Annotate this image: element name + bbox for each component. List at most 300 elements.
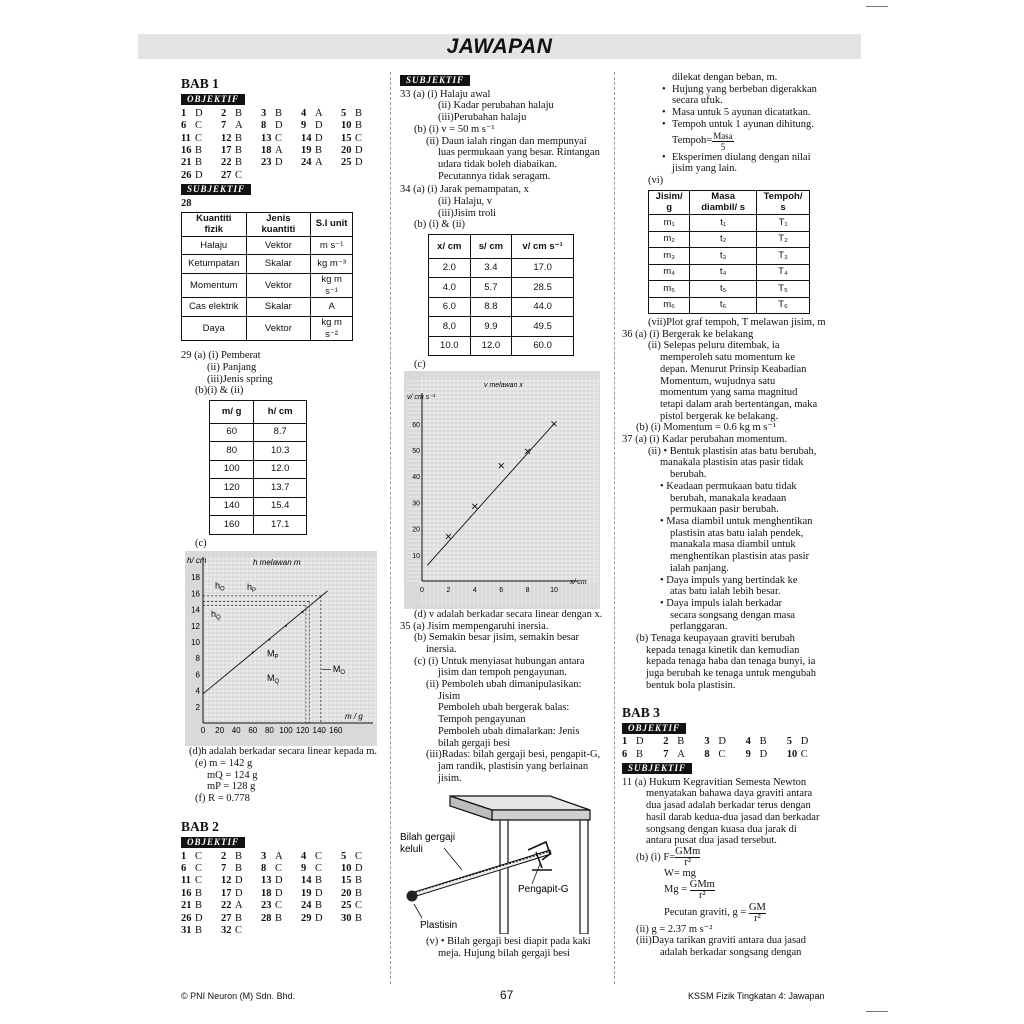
x-tick-label: 4 xyxy=(472,586,477,594)
pointer-line xyxy=(414,904,422,918)
answer-number: 2 xyxy=(663,736,669,748)
annotation-main: M xyxy=(267,648,275,659)
plasticine-label: Plastisin xyxy=(420,920,458,932)
answer-letter: D xyxy=(275,875,283,887)
answer-letter: D xyxy=(718,736,726,748)
table-row xyxy=(210,497,307,516)
text-line: • Eksperimen diulang dengan nilai xyxy=(672,151,811,163)
answer-letter: D xyxy=(315,132,323,144)
answer-letter: D xyxy=(759,748,768,760)
x-tick-label: 160 xyxy=(329,726,343,736)
text-line: Momentum, wujudnya satu xyxy=(660,375,776,387)
answer-item xyxy=(301,900,341,912)
table-cell: t₄ xyxy=(690,264,757,281)
text-line: (ii) Halaju, v xyxy=(438,196,492,208)
answer-item xyxy=(181,900,221,912)
table-cell: Cas elektrik xyxy=(182,298,247,317)
answer-number: 8 xyxy=(704,748,710,760)
x-axis-label: x/ cm xyxy=(570,578,587,586)
table-cell: 8.8 xyxy=(470,297,512,317)
answer-number: 22 xyxy=(221,157,232,169)
formula-text: Tempoh= xyxy=(672,135,713,147)
y-tick-label: 6 xyxy=(195,670,200,680)
text-line: (d) v adalah berkadar secara linear dengan x. xyxy=(414,608,603,620)
answer-item xyxy=(261,913,301,925)
text-line: dua jasad adalah berkadar terus dengan xyxy=(646,800,811,812)
answer-number: 6 xyxy=(181,120,187,132)
annotation-sub: P xyxy=(252,588,257,595)
table-cell: Momentum xyxy=(182,273,247,297)
answer-item xyxy=(181,888,221,900)
text-line: udara tidak boleh diabaikan. xyxy=(438,158,557,170)
answer-item xyxy=(221,900,261,912)
annotation-main: h xyxy=(215,580,221,591)
answer-item xyxy=(221,108,261,120)
answer-letter: A xyxy=(315,107,323,119)
table-cell: 120 xyxy=(210,479,254,498)
table-row xyxy=(649,297,810,314)
answer-item xyxy=(341,133,381,145)
y-tick-label: 16 xyxy=(191,589,200,599)
text-line: kepada tenaga haba dan tenaga bunyi, ia xyxy=(646,656,816,668)
answer-number: 5 xyxy=(786,736,793,748)
answer-number: 8 xyxy=(261,120,267,132)
table-cell: T₁ xyxy=(757,215,810,232)
answer-item xyxy=(301,120,341,132)
answer-letter: A xyxy=(275,144,283,156)
table-row xyxy=(649,264,810,281)
answer-number: 2 xyxy=(221,107,227,119)
annotation-main: M xyxy=(332,664,341,675)
answer-item xyxy=(622,749,663,761)
table-cell: T₄ xyxy=(757,264,810,281)
answer-number: 1 xyxy=(181,850,187,862)
table-row xyxy=(210,479,307,498)
answer-number: 14 xyxy=(301,132,312,144)
answer-item xyxy=(341,108,381,120)
answer-number: 3 xyxy=(261,107,267,119)
answer-letter: C xyxy=(195,132,203,144)
table-row xyxy=(210,423,307,442)
table-header-row xyxy=(649,190,810,214)
answer-letter: B xyxy=(355,107,363,119)
table-cell: 6.0 xyxy=(429,297,471,317)
table-header-cell: Kuantiti fizik xyxy=(182,212,247,236)
table-header-cell: v/ cm s⁻¹ xyxy=(512,235,574,259)
tempoh-formula xyxy=(622,131,828,152)
text-line: jisim yang lain. xyxy=(672,163,738,175)
subjektif-tag: SUBJEKTIF xyxy=(622,763,692,774)
text-line: dilekat dengan beban, m. xyxy=(672,72,778,83)
fraction xyxy=(712,131,734,152)
table-cell: 3.4 xyxy=(470,258,512,278)
bullet-item: • Masa untuk 5 ayunan dicatatkan. xyxy=(622,107,828,119)
text-line: memperoleh satu momentum ke xyxy=(660,352,796,364)
v-vs-x-chart xyxy=(404,371,600,609)
answer-item xyxy=(341,120,381,132)
table-cell: 44.0 xyxy=(512,297,574,317)
text-line: (iii)Radas: bilah gergaji besi, pengapit-G, xyxy=(426,749,601,761)
table-cell: 17.1 xyxy=(254,516,307,535)
text-line: (iii)Jenis spring xyxy=(207,373,273,385)
question-11 xyxy=(622,777,828,847)
text-line: (b) (i) Momentum = 0.6 kg m s⁻¹ xyxy=(636,422,777,434)
answer-letter: B xyxy=(315,144,323,156)
y-tick-label: 4 xyxy=(195,686,200,696)
answer-number: 20 xyxy=(341,144,352,156)
answer-item xyxy=(261,900,301,912)
answer-number: 23 xyxy=(261,157,272,169)
table-cell: 10.0 xyxy=(429,336,471,356)
text-line: 37 (a) (i) Kadar perubahan momentum. xyxy=(622,434,788,446)
answer-letter: D xyxy=(355,144,363,156)
text-line: bentuk bola plastisin. xyxy=(646,679,736,691)
answer-number: 29 xyxy=(301,912,312,924)
table-cell: Vektor xyxy=(246,236,311,255)
text-line: (c) xyxy=(414,359,426,371)
answer-letter: B xyxy=(195,887,203,899)
answer-grid xyxy=(181,851,381,938)
answer-number: 30 xyxy=(341,912,352,924)
table-cell: kg m s⁻¹ xyxy=(311,273,353,297)
blade-label-2: keluli xyxy=(400,844,423,856)
x-tick-label: 2 xyxy=(446,586,451,594)
answer-letter: B xyxy=(235,157,243,169)
answer-item xyxy=(663,749,704,761)
answer-number: 1 xyxy=(181,107,187,119)
table-cell: m₅ xyxy=(649,281,690,298)
answer-letter: B xyxy=(275,107,283,119)
answer-item xyxy=(704,736,745,748)
answer-letter: D xyxy=(315,887,323,899)
answer-item xyxy=(341,875,381,887)
table-cell: kg m⁻³ xyxy=(311,255,353,274)
question-37 xyxy=(622,434,828,691)
answer-number: 27 xyxy=(221,169,232,181)
answer-letter: B xyxy=(355,887,363,899)
answer-letter: C xyxy=(718,748,726,760)
answer-item xyxy=(341,900,381,912)
answer-item xyxy=(181,863,221,875)
table-cell: 160 xyxy=(210,516,254,535)
text-line: (ii) Kadar perubahan halaju xyxy=(438,100,554,112)
text-line: (b) Semakin besar jisim, semakin besar xyxy=(414,632,580,644)
answer-number: 5 xyxy=(341,107,347,119)
table-cell: 10.3 xyxy=(254,442,307,461)
y-tick-label: 20 xyxy=(412,526,420,534)
text-line: • Daya impuls ialah berkadar xyxy=(660,597,783,609)
table-cell: T₆ xyxy=(757,297,810,314)
table-row xyxy=(182,316,353,340)
text-line: atas batu ialah lebih besar. xyxy=(670,586,781,598)
table-cell: Skalar xyxy=(246,255,311,274)
answer-grid xyxy=(181,108,381,182)
answer-letter: C xyxy=(355,850,363,862)
bullet-item xyxy=(622,152,828,175)
answer-number: 25 xyxy=(341,900,352,912)
answer-item xyxy=(261,863,301,875)
answer-number: 9 xyxy=(301,120,307,132)
text-line: (c) xyxy=(195,537,207,549)
answer-number: 16 xyxy=(181,144,192,156)
answer-item xyxy=(181,913,221,925)
text-line: (iii)Daya tarikan graviti antara dua jasad xyxy=(636,935,806,947)
table-cell: t₃ xyxy=(690,248,757,265)
answer-item xyxy=(301,157,341,169)
answer-letter: B xyxy=(235,144,243,156)
numerator: Masa xyxy=(713,130,733,141)
answer-letter: C xyxy=(275,900,283,912)
answer-item xyxy=(301,875,341,887)
answer-letter: D xyxy=(195,912,203,924)
table-row xyxy=(182,298,353,317)
x-tick-label: 140 xyxy=(312,726,326,736)
table-cell: 4.0 xyxy=(429,278,471,298)
x-tick-label: 0 xyxy=(200,726,206,736)
answer-item xyxy=(181,108,221,120)
answer-item xyxy=(261,133,301,145)
answer-item xyxy=(261,888,301,900)
annotation-sub: P xyxy=(274,654,279,661)
text-line: meja. Hujung bilah gergaji besi xyxy=(438,948,570,960)
x-tick-label: 100 xyxy=(279,726,293,736)
text-line: menghentikan plastisin atas pasir xyxy=(670,551,810,563)
table-cell: 80 xyxy=(210,442,254,461)
denominator: r² xyxy=(698,889,706,901)
answer-number: 31 xyxy=(181,924,192,936)
table-cell: 100 xyxy=(210,460,254,479)
table-cell: m s⁻¹ xyxy=(311,236,353,255)
text-line: secara ufuk. xyxy=(672,95,723,107)
answer-item xyxy=(181,170,221,182)
answer-letter: B xyxy=(275,912,283,924)
text-line: perlanggaran. xyxy=(670,621,728,633)
table-cell: T₂ xyxy=(757,231,810,248)
answer-number: 19 xyxy=(301,144,312,156)
table-cell: t₅ xyxy=(690,281,757,298)
table-edge xyxy=(492,810,590,820)
table-cell: T₅ xyxy=(757,281,810,298)
answer-number: 12 xyxy=(221,132,232,144)
chapter-heading: BAB 1 xyxy=(181,76,219,91)
answer-letter: C xyxy=(195,875,203,887)
table-cell: 5.7 xyxy=(470,278,512,298)
answer-letter: D xyxy=(275,120,283,132)
answer-letter: D xyxy=(315,120,323,132)
answer-number: 4 xyxy=(745,736,751,748)
text-line: (b) (i) v = 50 m s⁻¹ xyxy=(414,123,495,135)
table-header-row xyxy=(182,212,353,236)
table-cell: m₄ xyxy=(649,264,690,281)
answer-item xyxy=(221,925,261,937)
answer-number: 26 xyxy=(181,912,192,924)
answer-number: 1 xyxy=(622,736,628,748)
answer-number: 3 xyxy=(261,850,267,862)
answer-item xyxy=(181,157,221,169)
answer-letter: C xyxy=(275,132,283,144)
answer-number: 5 xyxy=(341,850,347,862)
x-tick-label: 60 xyxy=(248,726,258,736)
annotation-main: M xyxy=(267,673,275,684)
text-line: 35 (a) Jisim mempengaruhi inersia. xyxy=(400,620,549,632)
table-cell: m₁ xyxy=(649,215,690,232)
text-line: mP = 128 g xyxy=(207,781,256,793)
x-tick-label: 0 xyxy=(420,586,424,594)
answer-item xyxy=(301,851,341,863)
answer-item xyxy=(221,170,261,182)
answer-letter: D xyxy=(800,736,809,748)
answer-letter: C xyxy=(315,862,323,874)
answer-number: 11 xyxy=(181,132,191,144)
blade-label: Bilah gergaji xyxy=(400,832,456,844)
text-line: berubah, manakala keadaan xyxy=(670,492,787,504)
text-line: (vii)Plot graf tempoh, T melawan jisim, m xyxy=(648,317,826,329)
answer-item xyxy=(341,863,381,875)
answer-item xyxy=(181,120,221,132)
column-2 xyxy=(400,72,610,960)
answer-number: 32 xyxy=(221,924,232,936)
answer-item xyxy=(221,157,261,169)
y-tick-label: 14 xyxy=(191,605,200,615)
answer-letter: A xyxy=(315,157,323,169)
objektif-tag: OBJEKTIF xyxy=(181,94,245,105)
x-s-v-table xyxy=(428,234,574,356)
table-row xyxy=(210,516,307,535)
text-line: hasil darab kedua-dua jasad dan berkadar xyxy=(646,811,820,823)
answer-letter: B xyxy=(235,912,243,924)
table-cell: 2.0 xyxy=(429,258,471,278)
answer-letter: D xyxy=(315,912,323,924)
page-edge-line xyxy=(866,6,888,7)
table-row xyxy=(429,297,574,317)
table-leg xyxy=(580,820,588,934)
bullet-item xyxy=(622,84,828,107)
answer-letter: B xyxy=(235,862,243,874)
fraction xyxy=(749,903,766,924)
answer-number: 2 xyxy=(221,850,227,862)
text-line: kepada tenaga kinetik dan kemudian xyxy=(646,644,800,656)
text-line: • Masa diambil untuk menghentikan xyxy=(660,515,813,527)
table-cell: 13.7 xyxy=(254,479,307,498)
text-line: adalah berkadar songsang dengan xyxy=(660,947,802,959)
y-tick-label: 10 xyxy=(412,552,420,560)
annotation-sub: Q xyxy=(216,615,221,622)
subjektif-tag: SUBJEKTIF xyxy=(400,75,470,86)
table-cell: 60.0 xyxy=(512,336,574,356)
answer-item xyxy=(181,851,221,863)
table-header-cell: S.I unit xyxy=(311,212,353,236)
answer-item xyxy=(221,913,261,925)
y-tick-label: 2 xyxy=(195,703,200,713)
text-line: (iii)Perubahan halaju xyxy=(438,112,527,124)
answer-number: 20 xyxy=(341,887,352,899)
answer-letter: B xyxy=(235,132,243,144)
answer-number: 19 xyxy=(301,887,312,899)
text-line: • Hujung yang berbeban digerakkan xyxy=(672,83,817,95)
page-title: JAWAPAN xyxy=(446,35,553,58)
column-divider xyxy=(614,72,615,984)
table-cell: 140 xyxy=(210,497,254,516)
chart-title: v melawan x xyxy=(484,381,523,389)
answer-letter: B xyxy=(235,107,243,119)
y-tick-label: 40 xyxy=(412,474,420,482)
y-tick-label: 8 xyxy=(195,654,200,664)
text-line: pistol bergerak ke belakang. xyxy=(660,410,779,422)
answer-number: 12 xyxy=(221,875,232,887)
answer-item xyxy=(341,851,381,863)
answer-number: 17 xyxy=(221,887,232,899)
answer-letter: C xyxy=(800,748,808,760)
y-tick-label: 50 xyxy=(412,447,420,455)
text-line: (ii) • Bentuk plastisin atas batu berubah, xyxy=(648,445,817,457)
formula-text: Pecutan graviti, g = xyxy=(664,907,747,919)
answer-number: 10 xyxy=(786,748,798,760)
answer-item xyxy=(663,736,704,748)
text-line: (iii)Jisim troli xyxy=(438,207,497,219)
x-tick-label: 120 xyxy=(295,726,310,736)
answer-item xyxy=(221,851,261,863)
answer-number: 3 xyxy=(704,736,710,748)
y-tick-label: 12 xyxy=(191,622,200,632)
answer-letter: B xyxy=(636,748,644,760)
text-line: tetapi dalam arah bertentangan, maka xyxy=(660,398,818,410)
formula-text: (b) (i) F= xyxy=(636,851,676,863)
x-tick-label: 8 xyxy=(525,586,530,594)
table-row xyxy=(649,248,810,265)
answer-letter: C xyxy=(275,862,283,874)
answer-number: 4 xyxy=(301,107,307,119)
text-line: 29 (a) (i) Pemberat xyxy=(181,350,261,362)
answer-number: 6 xyxy=(181,862,187,874)
answer-item xyxy=(704,749,745,761)
answer-number: 18 xyxy=(261,144,272,156)
answer-letter: B xyxy=(235,850,243,862)
data-point xyxy=(285,625,287,627)
text-line: plastisin atas batu ialah pendek, xyxy=(670,527,804,539)
table-header-cell: x/ cm xyxy=(429,235,471,259)
text-line: inersia. xyxy=(426,643,457,655)
clamp-label: Pengapit-G xyxy=(518,884,569,896)
answer-letter: D xyxy=(355,157,363,169)
x-tick-label: 6 xyxy=(499,586,504,594)
subjektif-tag: SUBJEKTIF xyxy=(181,184,251,195)
answer-number: 6 xyxy=(622,748,628,760)
data-point xyxy=(268,639,270,641)
table-cell: 8.7 xyxy=(254,423,307,442)
answer-letter: D xyxy=(195,107,203,119)
text-line: manakala masa diambil untuk xyxy=(670,539,796,551)
table-row xyxy=(210,442,307,461)
footer-book-title: KSSM Fizik Tingkatan 4: Jawapan xyxy=(688,991,825,1001)
table-row xyxy=(182,236,353,255)
table-row xyxy=(182,273,353,297)
answer-number: 9 xyxy=(745,748,751,760)
answer-letter: D xyxy=(355,862,363,874)
answer-item xyxy=(261,108,301,120)
answer-letter: B xyxy=(355,912,363,924)
answer-number: 7 xyxy=(221,862,227,874)
answer-letter: A xyxy=(677,748,685,760)
text-line: (c) (i) Untuk menyiasat hubungan antara xyxy=(414,655,585,667)
answer-letter: C xyxy=(315,850,323,862)
answer-letter: B xyxy=(195,157,203,169)
y-tick-label: 10 xyxy=(191,638,200,648)
table-row xyxy=(182,255,353,274)
text-line: 11 (a) Hukum Kegravitian Semesta Newton xyxy=(622,776,807,788)
answer-item xyxy=(221,875,261,887)
formula-row xyxy=(622,847,828,868)
answer-number: 21 xyxy=(181,157,192,169)
